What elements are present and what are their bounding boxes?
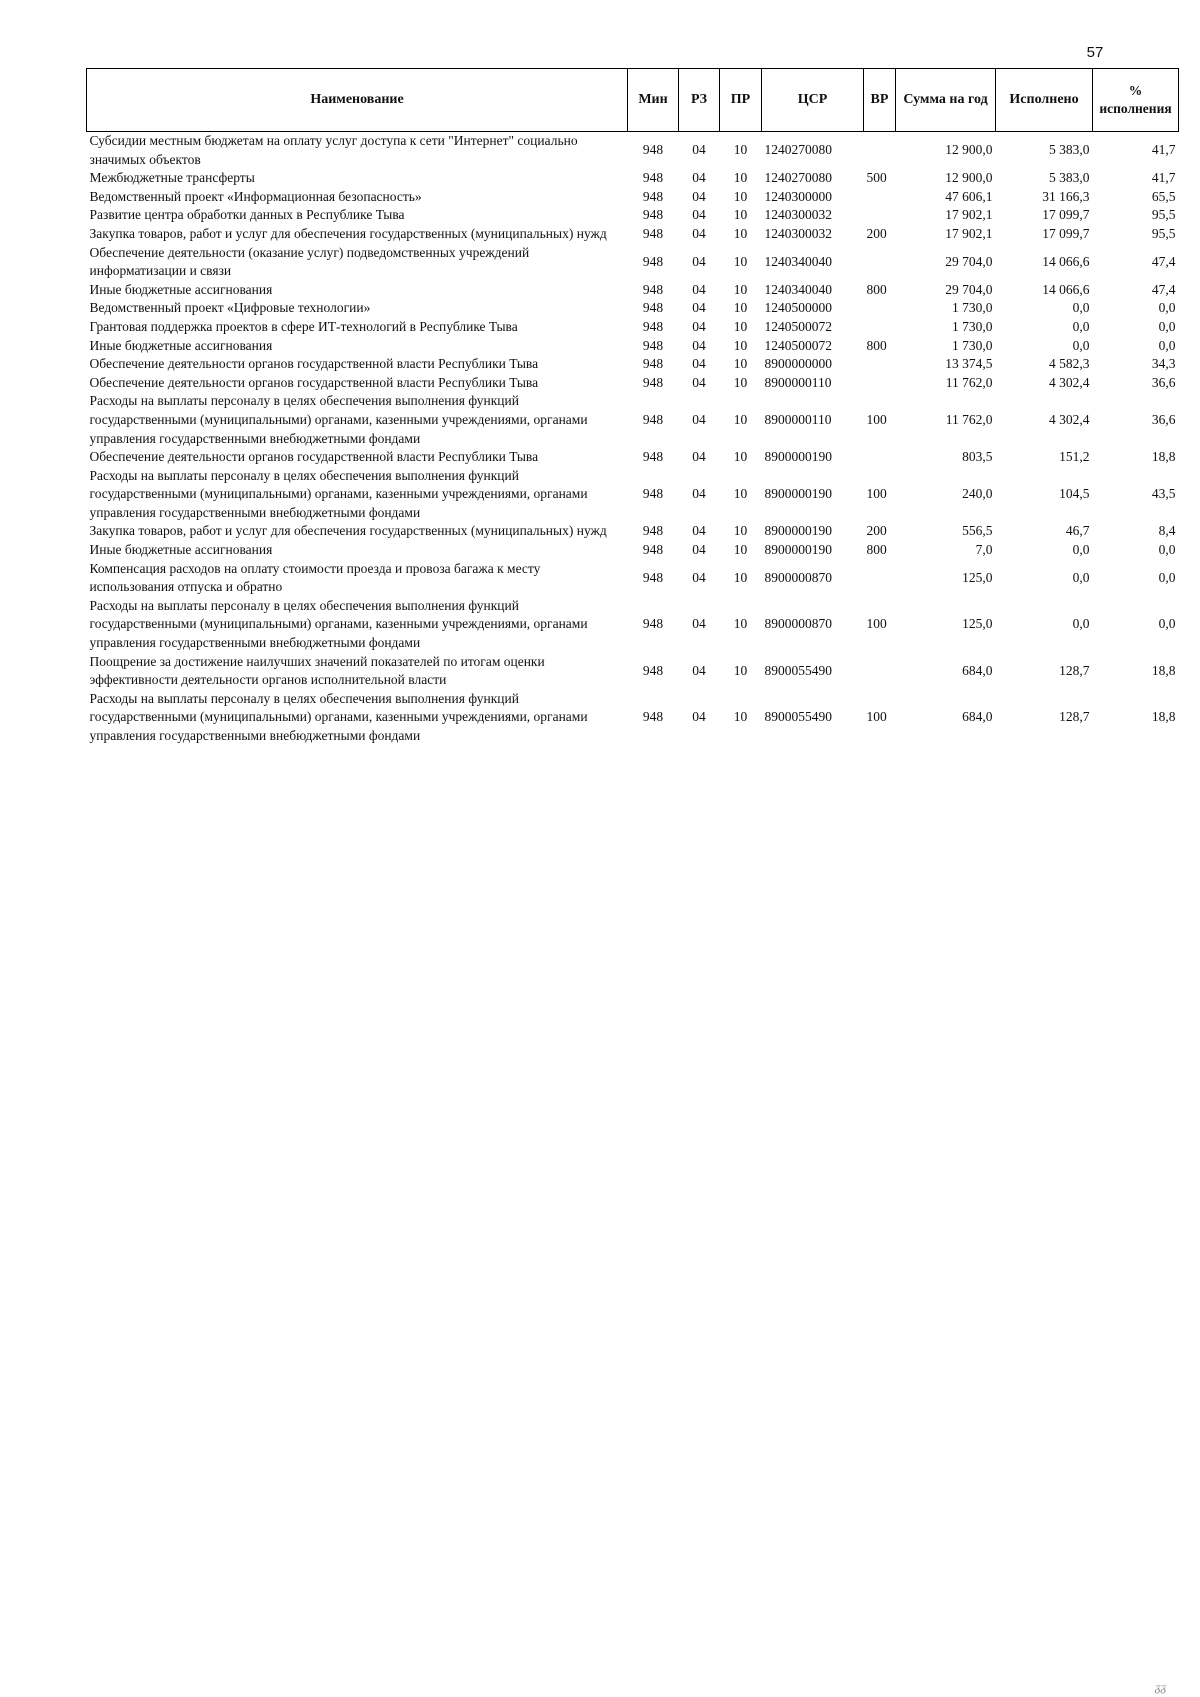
cell-vr: 100 — [866, 411, 887, 427]
cell-vr — [864, 374, 896, 393]
cell-csr: 8900000110 — [764, 411, 832, 427]
cell-name: Ведомственный проект «Цифровые технологии» — [89, 300, 371, 316]
cell-done: 4 302,4 — [1049, 374, 1090, 390]
cell-pct: 47,4 — [1151, 281, 1176, 297]
cell-done: 5 383,0 — [1049, 142, 1090, 158]
cell-name: Ведомственный проект «Информационная безопасность» — [89, 188, 422, 204]
header-name: Наименование — [87, 69, 628, 132]
cell-sum: 125,0 — [962, 569, 993, 585]
cell-min: 948 — [642, 569, 664, 585]
table-row — [87, 281, 1179, 300]
cell-min: 948 — [642, 374, 664, 390]
cell-vr: 800 — [866, 281, 887, 297]
header-done: Исполнено — [996, 69, 1093, 132]
table-row — [87, 392, 1179, 448]
cell-sum: 17 902,1 — [945, 225, 993, 241]
cell-csr: 1240500072 — [764, 318, 832, 334]
cell-done: 17 099,7 — [1042, 207, 1090, 223]
cell-csr: 1240300032 — [764, 225, 832, 241]
cell-csr: 1240300000 — [764, 188, 832, 204]
cell-vr: 200 — [866, 523, 887, 539]
cell-min: 948 — [642, 300, 664, 316]
table-row — [87, 560, 1179, 597]
cell-pr: 10 — [733, 616, 748, 632]
table-row — [87, 522, 1179, 541]
cell-csr: 8900000870 — [764, 569, 832, 585]
cell-sum: 11 762,0 — [945, 411, 993, 427]
cell-done: 31 166,3 — [1042, 188, 1090, 204]
cell-sum: 11 762,0 — [945, 374, 993, 390]
cell-rz: 04 — [692, 486, 706, 502]
cell-vr — [864, 299, 896, 318]
cell-min: 948 — [642, 170, 664, 186]
cell-done: 104,5 — [1059, 486, 1090, 502]
cell-vr — [864, 653, 896, 690]
cell-pct: 43,5 — [1151, 486, 1176, 502]
cell-csr: 1240340040 — [764, 253, 832, 269]
cell-pr: 10 — [733, 281, 748, 297]
cell-pct: 0,0 — [1158, 569, 1176, 585]
cell-done: 0,0 — [1072, 542, 1090, 558]
cell-vr — [864, 318, 896, 337]
cell-pr: 10 — [733, 337, 748, 353]
cell-sum: 1 730,0 — [952, 300, 993, 316]
header-rz: РЗ — [679, 69, 720, 132]
cell-min: 948 — [642, 662, 664, 678]
cell-rz: 04 — [692, 542, 706, 558]
header-vr: ВР — [864, 69, 896, 132]
cell-done: 128,7 — [1059, 662, 1090, 678]
cell-min: 948 — [642, 207, 664, 223]
cell-csr: 8900000190 — [764, 449, 832, 465]
cell-min: 948 — [642, 253, 664, 269]
cell-vr: 100 — [866, 486, 887, 502]
table-body — [87, 132, 1179, 746]
cell-name: Расходы на выплаты персоналу в целях обеспечения выполнения функций государственными (муниципальными) органами, казенными учреждениями, органами управления государственными внебюджетными фондами — [89, 690, 588, 743]
cell-min: 948 — [642, 616, 664, 632]
cell-name: Закупка товаров, работ и услуг для обеспечения государственных (муниципальных) нужд — [89, 225, 607, 241]
cell-pct: 41,7 — [1151, 142, 1176, 158]
cell-min: 948 — [642, 449, 664, 465]
cell-pct: 95,5 — [1151, 207, 1176, 223]
cell-done: 4 302,4 — [1049, 411, 1090, 427]
cell-done: 14 066,6 — [1042, 253, 1090, 269]
cell-sum: 1 730,0 — [952, 337, 993, 353]
cell-sum: 13 374,5 — [945, 356, 993, 372]
cell-min: 948 — [642, 337, 664, 353]
cell-done: 151,2 — [1059, 449, 1090, 465]
cell-pct: 34,3 — [1151, 356, 1176, 372]
cell-csr: 1240270080 — [764, 142, 832, 158]
cell-vr: 200 — [866, 225, 887, 241]
cell-rz: 04 — [692, 207, 706, 223]
cell-min: 948 — [642, 318, 664, 334]
cell-done: 46,7 — [1065, 523, 1090, 539]
cell-vr: 800 — [866, 337, 887, 353]
cell-vr — [864, 448, 896, 467]
cell-pr: 10 — [733, 523, 748, 539]
cell-pr: 10 — [733, 253, 748, 269]
cell-csr: 8900000190 — [764, 542, 832, 558]
table-row — [87, 355, 1179, 374]
cell-vr: 100 — [866, 616, 887, 632]
cell-done: 4 582,3 — [1049, 356, 1090, 372]
cell-pr: 10 — [733, 225, 748, 241]
cell-csr: 1240500072 — [764, 337, 832, 353]
cell-rz: 04 — [692, 569, 706, 585]
cell-name: Компенсация расходов на оплату стоимости проезда и провоза багажа к месту использования отпуска и обратно — [89, 560, 541, 595]
cell-pr: 10 — [733, 356, 748, 372]
cell-name: Расходы на выплаты персоналу в целях обеспечения выполнения функций государственными (муниципальными) органами, казенными учреждениями, органами управления государственными внебюджетными фондами — [89, 467, 588, 520]
cell-min: 948 — [642, 486, 664, 502]
cell-rz: 04 — [692, 709, 706, 725]
cell-done: 0,0 — [1072, 569, 1090, 585]
cell-csr: 8900055490 — [764, 709, 832, 725]
cell-sum: 684,0 — [962, 709, 993, 725]
cell-pct: 41,7 — [1151, 170, 1176, 186]
cell-sum: 556,5 — [962, 523, 993, 539]
cell-pr: 10 — [733, 188, 748, 204]
cell-pct: 36,6 — [1151, 374, 1176, 390]
cell-done: 14 066,6 — [1042, 281, 1090, 297]
cell-pr: 10 — [733, 318, 748, 334]
cell-csr: 8900000190 — [764, 523, 832, 539]
cell-vr — [864, 560, 896, 597]
cell-pct: 8,4 — [1158, 523, 1176, 539]
header-csr: ЦСР — [762, 69, 864, 132]
cell-rz: 04 — [692, 142, 706, 158]
table-row — [87, 206, 1179, 225]
cell-pr: 10 — [733, 569, 748, 585]
cell-csr: 8900000870 — [764, 616, 832, 632]
cell-min: 948 — [642, 542, 664, 558]
cell-pr: 10 — [733, 542, 748, 558]
cell-sum: 1 730,0 — [952, 318, 993, 334]
cell-vr — [864, 244, 896, 281]
cell-csr: 1240340040 — [764, 281, 832, 297]
cell-pct: 65,5 — [1151, 188, 1176, 204]
table-row — [87, 467, 1179, 523]
cell-vr: 100 — [866, 709, 887, 725]
cell-sum: 7,0 — [975, 542, 993, 558]
table-header-row — [87, 69, 1179, 132]
table-row — [87, 225, 1179, 244]
cell-name: Иные бюджетные ассигнования — [89, 337, 273, 353]
cell-done: 17 099,7 — [1042, 225, 1090, 241]
cell-pct: 18,8 — [1151, 709, 1176, 725]
cell-name: Закупка товаров, работ и услуг для обеспечения государственных (муниципальных) нужд — [89, 523, 607, 539]
cell-rz: 04 — [692, 616, 706, 632]
cell-vr — [864, 188, 896, 207]
cell-rz: 04 — [692, 374, 706, 390]
cell-vr — [864, 355, 896, 374]
cell-rz: 04 — [692, 318, 706, 334]
budget-table — [86, 68, 1179, 746]
table-row — [87, 448, 1179, 467]
cell-min: 948 — [642, 523, 664, 539]
cell-sum: 125,0 — [962, 616, 993, 632]
cell-sum: 803,5 — [962, 449, 993, 465]
header-sum: Сумма на год — [896, 69, 996, 132]
cell-pct: 0,0 — [1158, 542, 1176, 558]
cell-rz: 04 — [692, 300, 706, 316]
cell-csr: 8900000000 — [764, 356, 832, 372]
cell-name: Иные бюджетные ассигнования — [89, 281, 273, 297]
cell-sum: 12 900,0 — [945, 142, 993, 158]
cell-vr — [864, 206, 896, 225]
cell-pct: 0,0 — [1158, 337, 1176, 353]
cell-min: 948 — [642, 356, 664, 372]
header-min: Мин — [628, 69, 679, 132]
cell-sum: 240,0 — [962, 486, 993, 502]
table-row — [87, 299, 1179, 318]
cell-pr: 10 — [733, 411, 748, 427]
cell-sum: 29 704,0 — [945, 281, 993, 297]
page-number: 57 — [1086, 44, 1104, 61]
cell-pr: 10 — [733, 709, 748, 725]
table-row — [87, 374, 1179, 393]
cell-csr: 1240270080 — [764, 170, 832, 186]
cell-name: Межбюджетные трансферты — [89, 170, 255, 186]
cell-done: 5 383,0 — [1049, 170, 1090, 186]
table-row — [87, 337, 1179, 356]
cell-pct: 0,0 — [1158, 318, 1176, 334]
cell-rz: 04 — [692, 253, 706, 269]
cell-pr: 10 — [733, 170, 748, 186]
cell-rz: 04 — [692, 188, 706, 204]
table-row — [87, 132, 1179, 170]
cell-done: 0,0 — [1072, 616, 1090, 632]
cell-min: 948 — [642, 225, 664, 241]
cell-rz: 04 — [692, 337, 706, 353]
cell-done: 0,0 — [1072, 337, 1090, 353]
header-pr: ПР — [720, 69, 762, 132]
cell-rz: 04 — [692, 449, 706, 465]
cell-sum: 17 902,1 — [945, 207, 993, 223]
cell-name: Обеспечение деятельности (оказание услуг) подведомственных учреждений информатизации и связи — [89, 244, 530, 279]
cell-name: Расходы на выплаты персоналу в целях обеспечения выполнения функций государственными (муниципальными) органами, казенными учреждениями, органами управления государственными внебюджетными фондами — [89, 597, 588, 651]
table-row — [87, 653, 1179, 690]
cell-pr: 10 — [733, 207, 748, 223]
cell-rz: 04 — [692, 523, 706, 539]
table-row — [87, 541, 1179, 560]
cell-sum: 12 900,0 — [945, 170, 993, 186]
cell-name: Расходы на выплаты персоналу в целях обеспечения выполнения функций государственными (муниципальными) органами, казенными учреждениями, органами управления государственными внебюджетными фондами — [89, 393, 588, 446]
cell-pr: 10 — [733, 142, 748, 158]
cell-sum: 47 606,1 — [945, 188, 993, 204]
cell-min: 948 — [642, 281, 664, 297]
cell-pct: 18,8 — [1151, 449, 1176, 465]
cell-sum: 684,0 — [962, 662, 993, 678]
cell-name: Субсидии местным бюджетам на оплату услуг доступа к сети "Интернет" социально значимых объектов — [89, 133, 578, 167]
cell-rz: 04 — [692, 356, 706, 372]
cell-vr — [864, 132, 896, 170]
cell-pr: 10 — [733, 486, 748, 502]
cell-rz: 04 — [692, 662, 706, 678]
cell-sum: 29 704,0 — [945, 253, 993, 269]
cell-pct: 47,4 — [1151, 253, 1176, 269]
cell-name: Обеспечение деятельности органов государственной власти Республики Тыва — [89, 449, 539, 465]
cell-name: Поощрение за достижение наилучших значений показателей по итогам оценки эффективности деятельности органов исполнительной власти — [89, 653, 545, 688]
cell-name: Обеспечение деятельности органов государственной власти Республики Тыва — [89, 374, 539, 390]
cell-pct: 36,6 — [1151, 411, 1176, 427]
cell-pct: 0,0 — [1158, 300, 1176, 316]
cell-pr: 10 — [733, 449, 748, 465]
table-row — [87, 318, 1179, 337]
table-row — [87, 690, 1179, 746]
cell-rz: 04 — [692, 411, 706, 427]
table-row — [87, 188, 1179, 207]
cell-pr: 10 — [733, 374, 748, 390]
table-row — [87, 597, 1179, 653]
cell-done: 0,0 — [1072, 318, 1090, 334]
cell-done: 128,7 — [1059, 709, 1090, 725]
handwritten-mark: ᵹᵹ — [1155, 1680, 1167, 1694]
cell-csr: 1240300032 — [764, 207, 832, 223]
cell-rz: 04 — [692, 225, 706, 241]
cell-min: 948 — [642, 709, 664, 725]
cell-csr: 1240500000 — [764, 300, 832, 316]
cell-csr: 8900055490 — [764, 662, 832, 678]
table-row — [87, 169, 1179, 188]
cell-rz: 04 — [692, 281, 706, 297]
cell-min: 948 — [642, 411, 664, 427]
cell-done: 0,0 — [1072, 300, 1090, 316]
cell-pct: 18,8 — [1151, 662, 1176, 678]
header-pct: % исполнения — [1093, 69, 1179, 132]
cell-csr: 8900000190 — [764, 486, 832, 502]
cell-pr: 10 — [733, 662, 748, 678]
cell-pr: 10 — [733, 300, 748, 316]
cell-name: Развитие центра обработки данных в Республике Тыва — [89, 207, 405, 223]
cell-pct: 0,0 — [1158, 616, 1176, 632]
cell-name: Обеспечение деятельности органов государственной власти Республики Тыва — [89, 356, 539, 372]
cell-vr: 800 — [866, 542, 887, 558]
cell-name: Грантовая поддержка проектов в сфере ИТ-технологий в Республике Тыва — [89, 318, 518, 334]
cell-pct: 95,5 — [1151, 225, 1176, 241]
cell-min: 948 — [642, 142, 664, 158]
cell-csr: 8900000110 — [764, 374, 832, 390]
cell-min: 948 — [642, 188, 664, 204]
cell-name: Иные бюджетные ассигнования — [89, 542, 273, 558]
table-row — [87, 244, 1179, 281]
cell-rz: 04 — [692, 170, 706, 186]
cell-vr: 500 — [866, 170, 887, 186]
